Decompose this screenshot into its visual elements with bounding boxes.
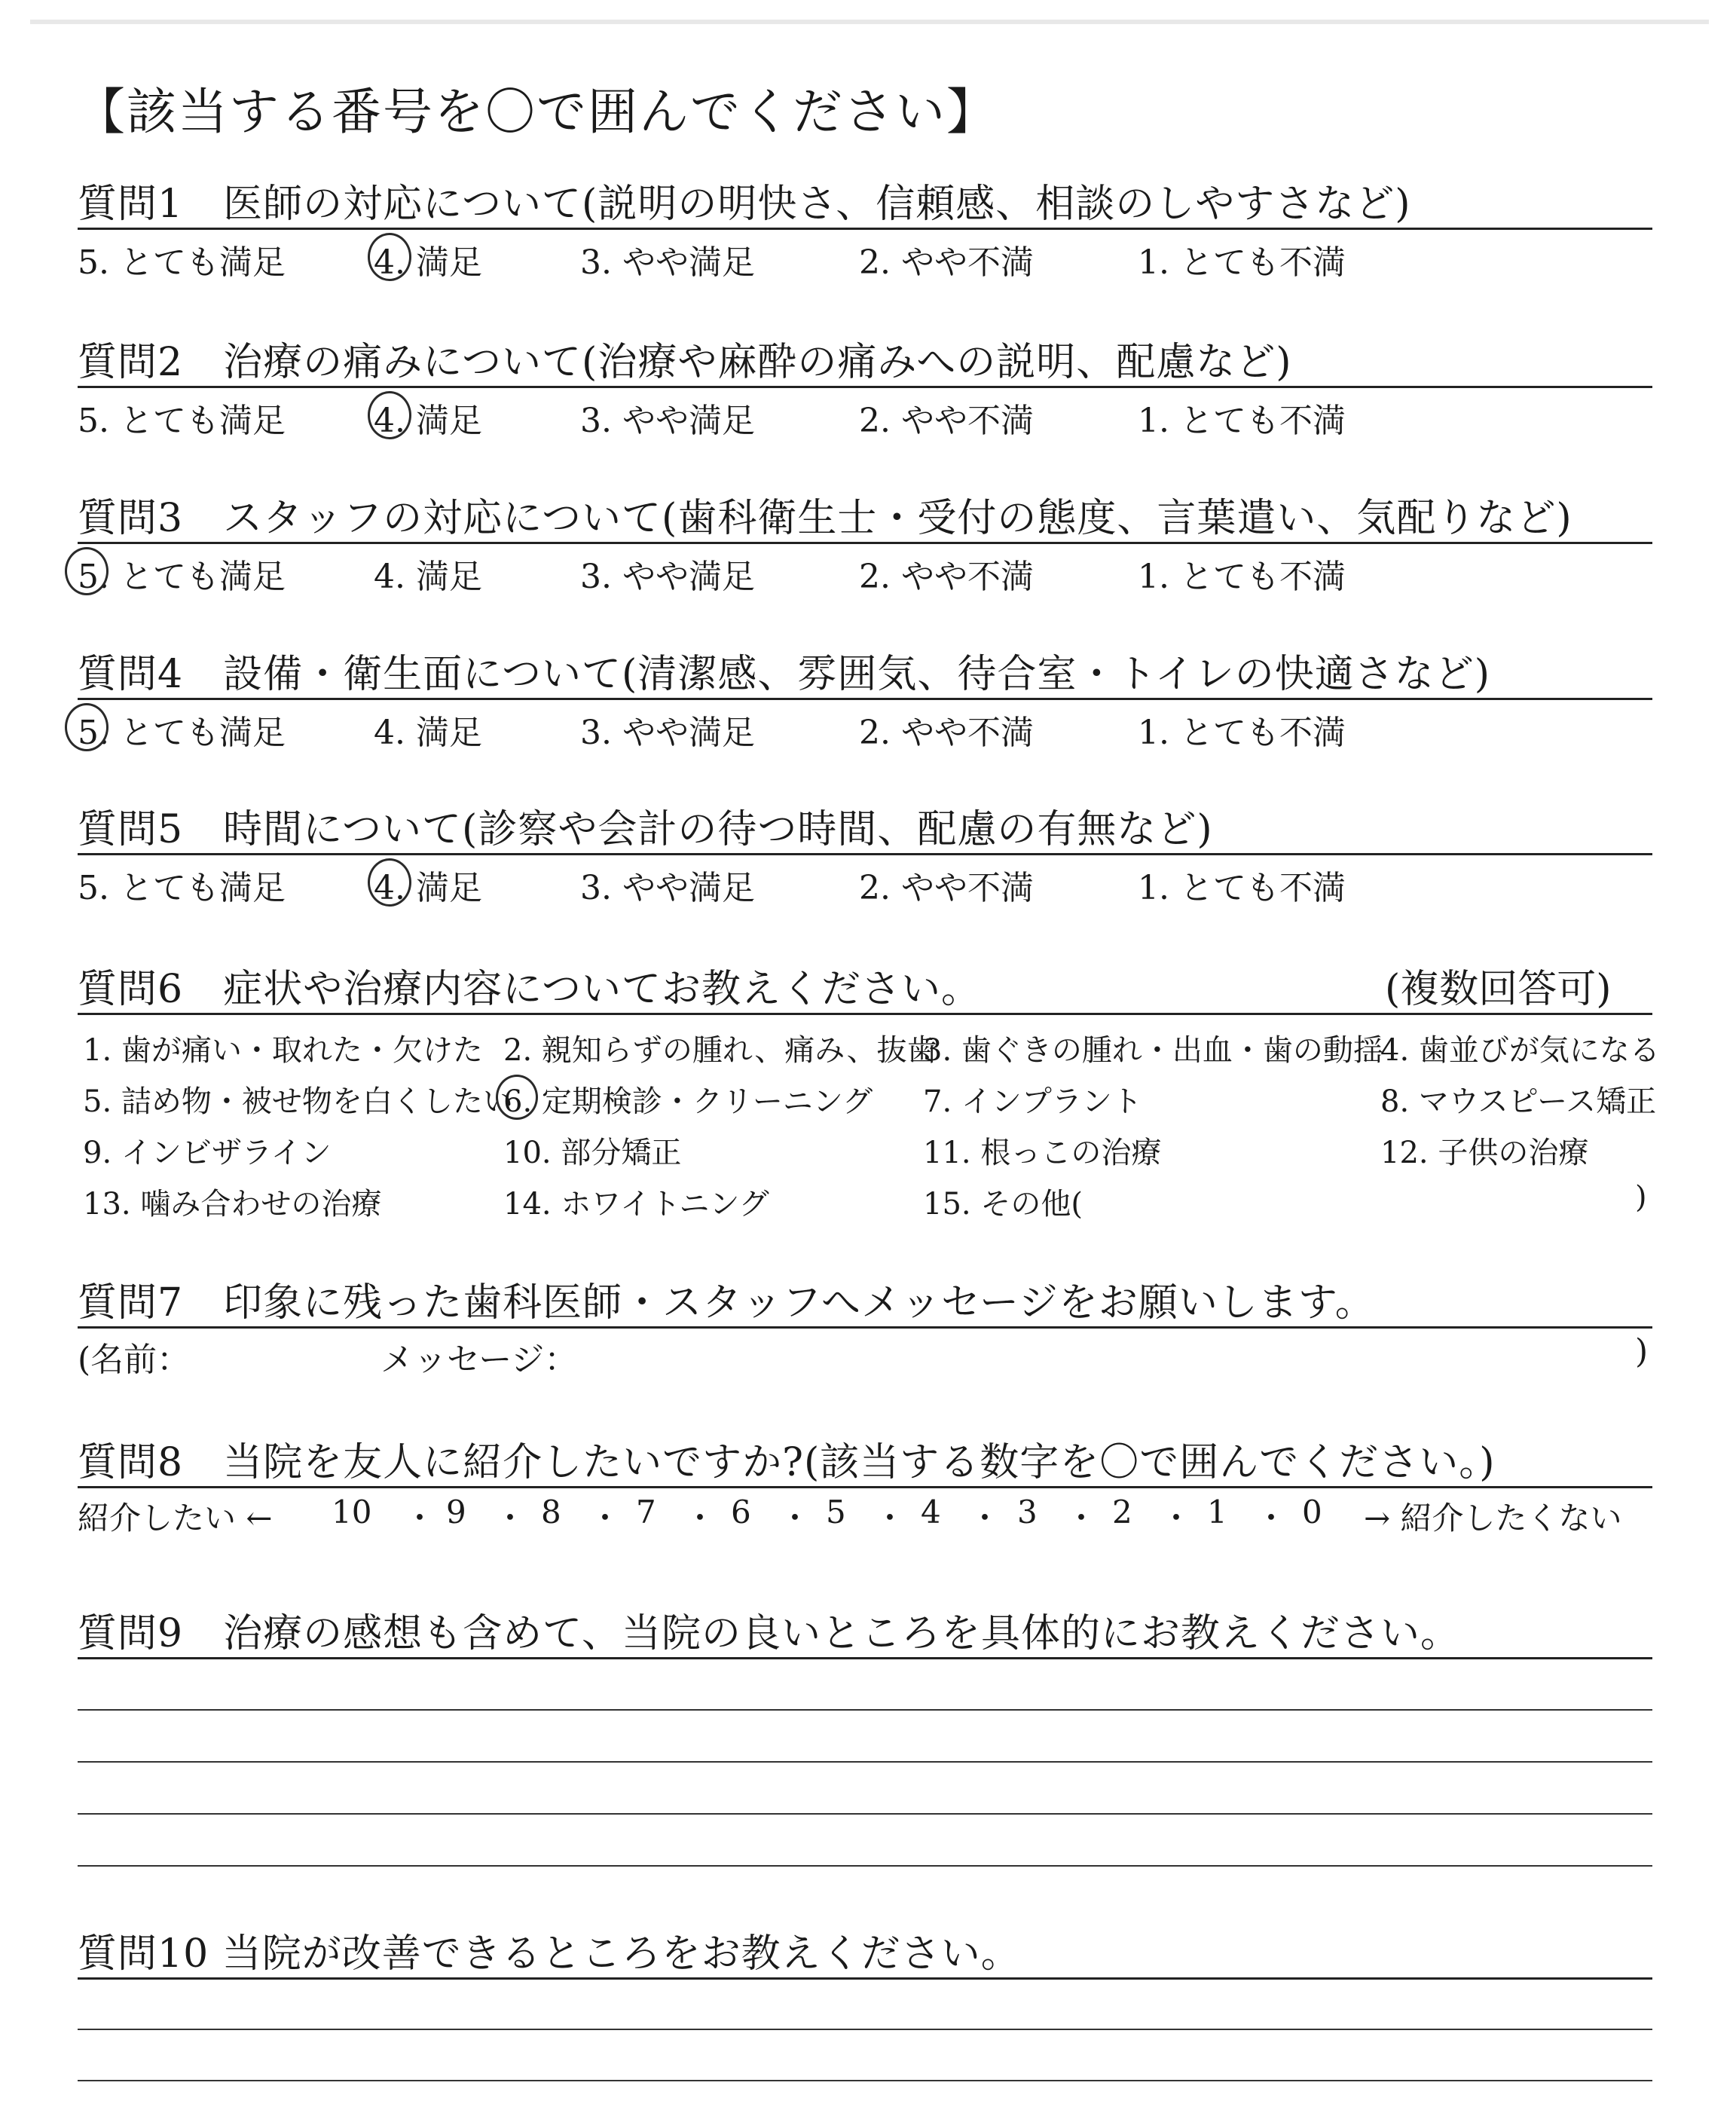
q3-option-5[interactable]: 5. とても満足 <box>78 558 286 596</box>
q8-dot: ・ <box>1160 1500 1193 1537</box>
q8-dot: ・ <box>1255 1500 1288 1537</box>
question-4-rule <box>78 698 1652 700</box>
question-1-rule <box>78 228 1652 230</box>
q8-score-10[interactable]: 10 <box>332 1494 372 1531</box>
q1-answer-circle <box>368 233 411 281</box>
q6-item-6[interactable]: 6. 定期検診・クリーニング <box>503 1084 873 1119</box>
q8-left-label: 紹介したい ← <box>78 1500 273 1537</box>
q8-score-1[interactable]: 1 <box>1207 1494 1227 1531</box>
question-6-rule <box>78 1013 1652 1015</box>
q6-item-12[interactable]: 12. 子供の治療 <box>1380 1136 1589 1170</box>
q5-option-2[interactable]: 2. やや不満 <box>859 869 1034 907</box>
question-10-title: 質問10 当院が改善できるところをお教えください。 <box>78 1931 1021 1977</box>
q6-item-11[interactable]: 11. 根っこの治療 <box>923 1136 1162 1170</box>
q8-dot: ・ <box>589 1500 622 1537</box>
q1-option-2[interactable]: 2. やや不満 <box>859 243 1034 282</box>
q4-option-2[interactable]: 2. やや不満 <box>859 714 1034 752</box>
q10-answer-line[interactable] <box>78 2029 1652 2030</box>
q7-close-paren: ) <box>1635 1332 1649 1371</box>
question-4-title: 質問4 設備・衛生面について(清潔感、雰囲気、待合室・トイレの快適さなど) <box>78 652 1491 697</box>
q1-option-3[interactable]: 3. やや満足 <box>580 243 755 282</box>
q2-answer-circle <box>368 391 411 439</box>
q3-answer-circle <box>65 547 108 595</box>
q8-score-5[interactable]: 5 <box>826 1494 846 1531</box>
q9-answer-line[interactable] <box>78 1813 1652 1815</box>
q6-item-7[interactable]: 7. インプラント <box>923 1084 1142 1119</box>
q4-option-4[interactable]: 4. 満足 <box>374 714 482 752</box>
question-2-title: 質問2 治療の痛みについて(治療や麻酔の痛みへの説明、配慮など) <box>78 340 1292 385</box>
q8-score-4[interactable]: 4 <box>921 1494 941 1531</box>
q4-option-5[interactable]: 5. とても満足 <box>78 714 286 752</box>
q2-option-4[interactable]: 4. 満足 <box>374 402 482 440</box>
q7-name-label: (名前： <box>78 1341 191 1379</box>
q6-item-2[interactable]: 2. 親知らずの腫れ、痛み、抜歯 <box>503 1033 937 1068</box>
q6-item-14[interactable]: 14. ホワイトニング <box>503 1187 769 1222</box>
q6-item-15-close: ) <box>1635 1180 1647 1215</box>
q3-option-3[interactable]: 3. やや満足 <box>580 558 755 596</box>
question-5-title: 質問5 時間について(診察や会計の待つ時間、配慮の有無など) <box>78 807 1213 852</box>
q1-option-5[interactable]: 5. とても満足 <box>78 243 286 282</box>
q3-option-4[interactable]: 4. 満足 <box>374 558 482 596</box>
question-9-title: 質問9 治療の感想も含めて、当院の良いところを具体的にお教えください。 <box>78 1611 1461 1656</box>
q8-dot: ・ <box>404 1500 436 1537</box>
q5-option-3[interactable]: 3. やや満足 <box>580 869 755 907</box>
q8-dot: ・ <box>874 1500 906 1537</box>
q1-option-1[interactable]: 1. とても不満 <box>1138 243 1346 282</box>
q5-answer-circle <box>368 858 411 907</box>
q5-option-4[interactable]: 4. 満足 <box>374 869 482 907</box>
question-5-rule <box>78 853 1652 855</box>
q8-score-3[interactable]: 3 <box>1017 1494 1038 1531</box>
q2-option-3[interactable]: 3. やや満足 <box>580 402 755 440</box>
instruction-heading: 【該当する番号を〇で囲んでください】 <box>75 83 998 141</box>
question-10-rule <box>78 1977 1652 1980</box>
q6-item-1[interactable]: 1. 歯が痛い・取れた・欠けた <box>83 1033 483 1068</box>
q2-option-5[interactable]: 5. とても満足 <box>78 402 286 440</box>
q6-item-8[interactable]: 8. マウスピース矯正 <box>1380 1084 1657 1119</box>
q6-item-5[interactable]: 5. 詰め物・被せ物を白くしたい <box>83 1084 513 1119</box>
q6-item-10[interactable]: 10. 部分矯正 <box>503 1136 682 1170</box>
question-9-rule <box>78 1657 1652 1659</box>
q8-score-6[interactable]: 6 <box>731 1494 751 1531</box>
q7-message-label: メッセージ： <box>381 1341 578 1379</box>
question-6-title: 質問6 症状や治療内容についてお教えください。 <box>78 967 982 1012</box>
q8-score-0[interactable]: 0 <box>1302 1494 1322 1531</box>
q9-answer-line[interactable] <box>78 1761 1652 1763</box>
q8-score-2[interactable]: 2 <box>1112 1494 1132 1531</box>
q1-option-4[interactable]: 4. 満足 <box>374 243 482 282</box>
q8-dot: ・ <box>969 1500 1001 1537</box>
q8-score-8[interactable]: 8 <box>541 1494 561 1531</box>
q4-answer-circle <box>65 703 108 751</box>
q8-dot: ・ <box>1065 1500 1098 1537</box>
q6-item-13[interactable]: 13. 噛み合わせの治療 <box>83 1187 382 1222</box>
q9-answer-line[interactable] <box>78 1709 1652 1711</box>
q3-option-1[interactable]: 1. とても不満 <box>1138 558 1346 596</box>
q8-right-label: → 紹介したくない <box>1364 1500 1622 1537</box>
question-7-title: 質問7 印象に残った歯科医師・スタッフへメッセージをお願いします。 <box>78 1280 1375 1326</box>
q8-dot: ・ <box>779 1500 811 1537</box>
q6-item-3[interactable]: 3. 歯ぐきの腫れ・出血・歯の動揺 <box>923 1033 1383 1068</box>
q4-option-3[interactable]: 3. やや満足 <box>580 714 755 752</box>
q2-option-1[interactable]: 1. とても不満 <box>1138 402 1346 440</box>
question-3-title: 質問3 スタッフの対応について(歯科衛生士・受付の態度、言葉遣い、気配りなど) <box>78 496 1572 541</box>
q8-score-7[interactable]: 7 <box>636 1494 656 1531</box>
q6-answer-circle <box>496 1075 538 1120</box>
q5-option-1[interactable]: 1. とても不満 <box>1138 869 1346 907</box>
question-7-rule <box>78 1326 1652 1329</box>
question-8-rule <box>78 1486 1652 1488</box>
q2-option-2[interactable]: 2. やや不満 <box>859 402 1034 440</box>
q6-item-4[interactable]: 4. 歯並びが気になる <box>1380 1033 1660 1068</box>
q6-item-15[interactable]: 15. その他( <box>923 1187 1083 1222</box>
question-3-rule <box>78 542 1652 544</box>
q10-answer-line[interactable] <box>78 2080 1652 2081</box>
q8-score-9[interactable]: 9 <box>446 1494 466 1531</box>
q3-option-2[interactable]: 2. やや不満 <box>859 558 1034 596</box>
q9-answer-line[interactable] <box>78 1865 1652 1867</box>
q8-dot: ・ <box>494 1500 527 1537</box>
q5-option-5[interactable]: 5. とても満足 <box>78 869 286 907</box>
question-8-title: 質問8 当院を友人に紹介したいですか?(該当する数字を〇で囲んでください。) <box>78 1440 1496 1485</box>
q8-dot: ・ <box>684 1500 717 1537</box>
question-1-title: 質問1 医師の対応について(説明の明快さ、信頼感、相談のしやすさなど) <box>78 182 1411 227</box>
question-2-rule <box>78 386 1652 388</box>
q6-item-9[interactable]: 9. インビザライン <box>83 1136 332 1170</box>
q4-option-1[interactable]: 1. とても不満 <box>1138 714 1346 752</box>
question-6-multiple-note: (複数回答可) <box>1385 967 1612 1012</box>
top-border <box>30 20 1709 24</box>
